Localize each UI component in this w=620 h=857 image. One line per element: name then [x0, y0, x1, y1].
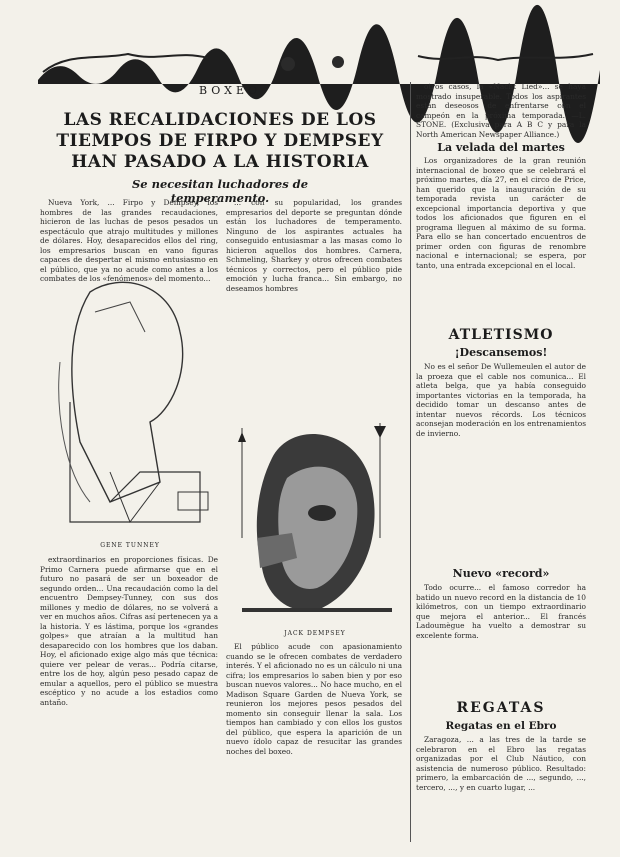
column-divider — [410, 82, 411, 842]
regatas-text: Zaragoza, ... a las tres de la tarde se celebraron en el Ebro las regatas organizadas por el Club Náutico, con asistencia de numeroso público. Resultado: primero, la embarcación de ..., segundo, ..., tercero, ..., y en cuarto lugar, ... — [416, 735, 586, 792]
article-paragraph: Nueva York, ... Firpo y Dempsey, los hombres de las grandes recaudaciones, hicieron de las luchas de pesos pesados un espectáculo que atrajo multitudes y millones de dólares. Hoy, desaparecidos ellos del ring, los empresarios buscan en vano figuras capaces de despertar el mismo entusiasmo en el público, que ya no acude como antes a los combates de los «fenómenos» del momento... — [40, 198, 218, 283]
velada-title: La velada del martes — [437, 141, 565, 154]
regatas-title: REGATAS — [456, 700, 546, 716]
regatas-subtitle: Regatas en el Ebro — [445, 720, 557, 732]
velada-text: Los organizadores de la gran reunión internacional de boxeo que se celebrará el próximo martes, día 27, en el circo de Price, han querido que la inauguración de su temporada revista un carácter de excepcional importancia deportiva y que todos los aficionados que figuren en el programa lleguen al máximo de su forma. Para ello se han concertado encuentros de primer orden con figuras de renombre nacional e internacional; se espera, por tanto, una entrada excepcional en el local. — [416, 156, 586, 270]
article-col1-bottom — [40, 555, 218, 837]
article-paragraph: extraordinarios en proporciones físicas. De Primo Carnera puede afirmarse que en el futuro no pasará de ser un boxeador de segundo orden... Una recaudación como la del encuentro Dempsey-Tunney, con sus dos millones y medio de dólares, no se volverá a ver en muchos años. Cifras así pertenecen ya a la historia. Y es lástima, porque los «grandes golpes» que atraían a la multitud han desaparecido con los hombres que los daban. Hoy, el aficionado exige algo más que técnica: quiere ver pelear de veras... Podría citarse, entre los de hoy, algún peso pesado capaz de emular a aquellos, pero el público se muestra escéptico y no acude a los estadios como antaño. — [40, 555, 218, 707]
descansemos-title: ¡Descansemos! — [454, 346, 548, 359]
article-col1-top — [40, 198, 218, 283]
caption-dempsey: JACK DEMPSEY — [284, 630, 346, 637]
article-paragraph: ... con su popularidad, los grandes empresarios del deporte se preguntan dónde están los luchadores de temperamento. Ninguno de los aspirantes actuales ha conseguido entusiasmar a las masas como lo hicieron aquellos dos hombres. Carnera, Schmeling, Sharkey y otros ofrecen combates técnicos y correctos, pero el público pide emoción y lucha franca... Sin embargo, no deseamos hombres — [226, 198, 402, 293]
section-label: BOXEO — [199, 84, 261, 97]
page-headline: LAS RECALIDACIONES DE LOS TIEMPOS DE FIRPO Y DEMPSEY HAN PASADO A LA HISTORIA — [56, 110, 384, 172]
record-text: Todo ocurre... el famoso corredor ha batido un nuevo record en la distancia de 10 kilómetros, con un tiempo extraordinario que mejora el anterior... El francés Ladoumègue ha vuelto a demostrar su excelente forma. — [416, 583, 586, 640]
sidebar-top-text: otros casos, la «Nacht Lied»... se haya mostrado insuperable. Todos los aspirantes están deseosos de enfrentarse con el campeón en la próxima temporada. —L. STONE. (Exclusiva para A B C y para la North American Newspaper Alliance.) — [416, 82, 586, 139]
atletismo-title: ATLETISMO — [448, 327, 554, 343]
decorative-header-border — [38, 50, 600, 84]
caption-tunney: GENE TUNNEY — [100, 542, 160, 549]
record-title: Nuevo «record» — [452, 567, 550, 580]
article-col2-top — [226, 198, 402, 408]
article-paragraph: El público acude con apasionamiento cuando se le ofrecen combates de verdadero interés. Y el aficionado no es un cálculo ni una cifra; los empresarios lo saben bien y por eso buscan nuevos valores... No hace mucho, en el Madison Square Garden de Nueva York, se reunieron los mejores pesos pesados del momento sin conseguir llenar la sala. Los tiempos han cambiado y con ellos los gustos del público, que espera la aparición de un nuevo ídolo capaz de resucitar las grandes noches del boxeo. — [226, 642, 402, 756]
dempsey-illustration — [232, 418, 402, 628]
article-col2-bottom — [226, 642, 402, 837]
tunney-illustration — [50, 272, 215, 534]
descansemos-text: No es el señor De Wullemeulen el autor de la proeza que el cable nos comunica... El atleta belga, que ya había conseguido importantes victorias en la temporada, ha decidido tomar un descanso antes de intentar nuevos récords. Los técnicos aconsejan moderación en los entrenamientos de invierno. — [416, 362, 586, 438]
subheadline: Se necesitan luchadores de temperamento. — [131, 177, 309, 205]
